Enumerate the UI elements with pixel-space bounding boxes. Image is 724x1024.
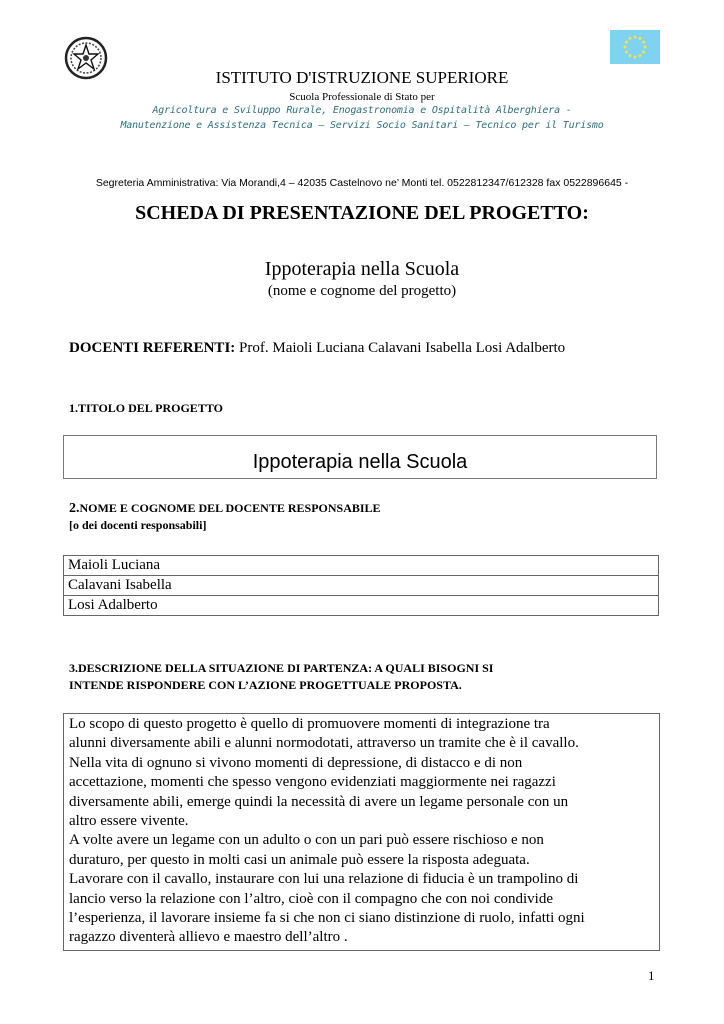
courses-line-2: Manutenzione e Assistenza Tecnica – Servizi Socio Sanitari – Tecnico per il Turismo: [120, 120, 604, 131]
description-text: [69, 715, 654, 948]
description-line: ragazzo diventerà allievo e maestro dell’altro .: [69, 929, 348, 946]
description-line: Lo scopo di questo progetto è quello di promuovere momenti di integrazione tra: [69, 716, 550, 732]
section-2-number: 2.: [69, 501, 80, 516]
section-1-heading: 1.TITOLO DEL PROGETTO: [69, 401, 223, 415]
description-line: accettazione, momenti che spesso vengono evidenziati maggiormente nei ragazzi: [69, 774, 556, 791]
page-number: 1: [648, 968, 655, 983]
description-line: A volte avere un legame con un adulto o con un pari può essere rischioso e non: [69, 832, 544, 849]
description-line: duraturo, per questo in molti casi un animale può essere la risposta adeguata.: [69, 851, 530, 868]
project-name: Ippoterapia nella Scuola: [264, 258, 460, 280]
referents-value: Prof. Maioli Luciana Calavani Isabella Losi Adalberto: [235, 340, 566, 356]
description-box: [63, 713, 660, 951]
description-line: Nella vita di ognuno si vivono momenti di depressione, di distacco e di non: [69, 754, 523, 771]
secretary-address: Segreteria Amministrativa: Via Morandi,4 – 42035 Castelnovo ne’ Monti tel. 0522812347/612328 fax 0522896645 -: [95, 177, 629, 189]
document-title: SCHEDA DI PRESENTAZIONE DEL PROGETTO:: [135, 202, 589, 224]
project-title-value: Ippoterapia nella Scuola: [252, 451, 468, 473]
institute-subtitle: Scuola Professionale di Stato per: [289, 91, 435, 103]
section-3-heading-line-2: INTENDE RISPONDERE CON L’AZIONE PROGETTUALE PROPOSTA.: [69, 678, 462, 692]
teacher-cell: Calavani Isabella: [64, 576, 659, 596]
courses-line-1: Agricoltura e Sviluppo Rurale, Enogastronomia e Ospitalità Alberghiera -: [152, 105, 572, 116]
section-2-subtitle: [o dei docenti responsabili]: [69, 518, 207, 532]
institute-title: ISTITUTO D'ISTRUZIONE SUPERIORE: [215, 68, 509, 87]
description-line: alunni diversamente abili e alunni normodotati, attraverso un tramite che è il cavallo.: [69, 735, 579, 752]
referents-label: DOCENTI REFERENTI:: [69, 340, 236, 356]
referents-line: [69, 340, 565, 357]
project-name-caption: (nome e cognome del progetto): [267, 283, 457, 299]
table-row: [64, 596, 659, 616]
table-row: [64, 576, 659, 596]
eu-flag-icon: [610, 30, 660, 64]
teacher-cell: Maioli Luciana: [64, 556, 659, 576]
description-line: altro essere vivente.: [69, 813, 189, 830]
section-3-heading-line-1: 3.DESCRIZIONE DELLA SITUAZIONE DI PARTENZA: A QUALI BISOGNI SI: [69, 661, 494, 675]
description-line: Lavorare con il cavallo, instaurare con lui una relazione di fiducia è un trampolino di: [69, 871, 579, 888]
project-title-box: [63, 435, 657, 479]
table-row: [64, 556, 659, 576]
section-2-heading: [69, 500, 381, 534]
description-line: l’esperienza, il lavorare insieme fa si che non ci siano distinzione di ruolo, infatti ogni: [69, 910, 585, 927]
section-2-title: NOME E COGNOME DEL DOCENTE RESPONSABILE: [79, 501, 381, 515]
teacher-cell: Losi Adalberto: [64, 596, 659, 616]
description-line: lancio verso la relazione con l’altro, cioè con il compagno che con noi condivide: [69, 890, 553, 907]
description-line: diversamente abili, emerge quindi la necessità di avere un legame personale con un: [69, 793, 569, 810]
section-3-heading: [69, 660, 493, 694]
teachers-table: [63, 555, 659, 616]
